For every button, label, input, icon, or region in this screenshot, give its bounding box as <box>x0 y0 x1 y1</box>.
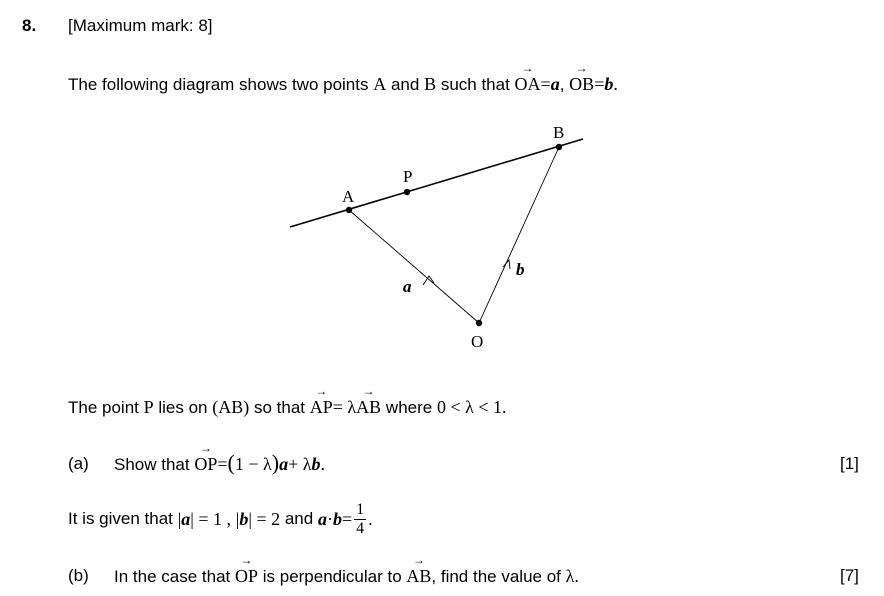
point-b-dot <box>556 144 562 150</box>
period: . <box>574 566 579 586</box>
vector-a-symbol: a <box>279 454 289 474</box>
one-minus-lambda: 1 − λ <box>234 454 272 474</box>
equals: = <box>217 454 228 474</box>
text: lies on <box>158 398 208 417</box>
vector-ab: → AB <box>356 397 381 418</box>
vector-b-symbol: b <box>332 508 342 529</box>
point-p-label: P <box>143 397 154 417</box>
question-number: 8. <box>22 16 37 35</box>
period: . <box>502 397 507 417</box>
diagram-label-vector-b: b <box>516 260 525 279</box>
segment-ob <box>479 147 559 323</box>
plus-lambda: + λ <box>288 454 312 474</box>
vector-b-symbol: b <box>311 454 321 474</box>
text: In the case that <box>114 567 231 586</box>
intro-such-that: such that <box>440 75 510 94</box>
diagram-label-o: O <box>471 332 484 351</box>
given-line <box>68 497 373 541</box>
period: . <box>613 74 618 94</box>
point-o-dot <box>476 320 482 326</box>
lambda-range: 0 < λ < 1 <box>436 397 502 417</box>
text: where <box>385 398 433 417</box>
and: and <box>284 509 314 528</box>
point-b-label: B <box>424 74 437 94</box>
point-a-dot <box>346 207 352 213</box>
fraction-denominator: 4 <box>356 519 365 537</box>
text: Show that <box>114 455 190 474</box>
vector-op: → OP <box>194 454 217 475</box>
period: . <box>368 508 373 529</box>
segment-oa <box>349 210 479 323</box>
intro-and: and <box>390 75 420 94</box>
modulus-b-value: | = 2 <box>248 508 281 529</box>
part-b-marks: [7] <box>840 566 859 585</box>
fraction-one-quarter <box>354 501 366 538</box>
left-paren: ( <box>227 450 235 475</box>
diagram-label-b: B <box>553 123 565 142</box>
modulus-bar: | <box>235 508 240 529</box>
part-a-label: (a) <box>68 454 89 473</box>
vector-b-symbol: b <box>239 508 249 529</box>
part-a-text <box>114 450 325 476</box>
vector-b-symbol: b <box>604 74 614 94</box>
vector-a-symbol: a <box>181 508 191 529</box>
text: is perpendicular to <box>262 567 402 586</box>
dot-product: · <box>326 508 333 529</box>
equals: = <box>341 508 353 529</box>
part-a-marks: [1] <box>840 454 859 473</box>
modulus-a-value: | = 1 , <box>190 508 231 529</box>
right-paren: ) <box>271 450 280 475</box>
diagram-label-vector-a: a <box>403 277 412 296</box>
text: so that <box>253 398 306 417</box>
intro-text: The following diagram shows two points <box>68 75 369 94</box>
line-ab-label: (AB) <box>212 397 250 417</box>
part-b-label: (b) <box>68 566 89 585</box>
diagram-label-a: A <box>342 187 355 206</box>
vector-op: → OP <box>235 566 258 587</box>
text: It is given that <box>68 509 173 528</box>
modulus-bar: | <box>177 508 182 529</box>
vector-a-symbol: a <box>317 508 327 529</box>
point-a-label: A <box>373 74 387 94</box>
vector-ab: → AB <box>406 566 431 587</box>
line-ab <box>290 139 583 227</box>
equals: = <box>594 74 605 94</box>
vector-ap: → AP <box>310 397 333 418</box>
fraction-numerator: 1 <box>356 500 365 518</box>
text: , find the value of <box>431 567 561 586</box>
period: . <box>320 454 325 474</box>
arrow-a-icon <box>423 276 434 285</box>
comma: , <box>559 75 565 94</box>
equals-lambda: = λ <box>332 397 357 417</box>
point-p-dot <box>404 189 410 195</box>
vector-a-symbol: a <box>550 74 560 94</box>
vector-ob: → OB <box>569 74 594 95</box>
diagram-label-p: P <box>403 167 413 186</box>
max-mark: [Maximum mark: 8] <box>68 16 213 35</box>
vector-oa: → OA <box>515 74 541 95</box>
part-b-text <box>114 566 579 587</box>
text: The point <box>68 398 139 417</box>
lambda-symbol: λ <box>565 566 575 586</box>
point-p-line <box>68 397 507 418</box>
equals: = <box>540 74 551 94</box>
